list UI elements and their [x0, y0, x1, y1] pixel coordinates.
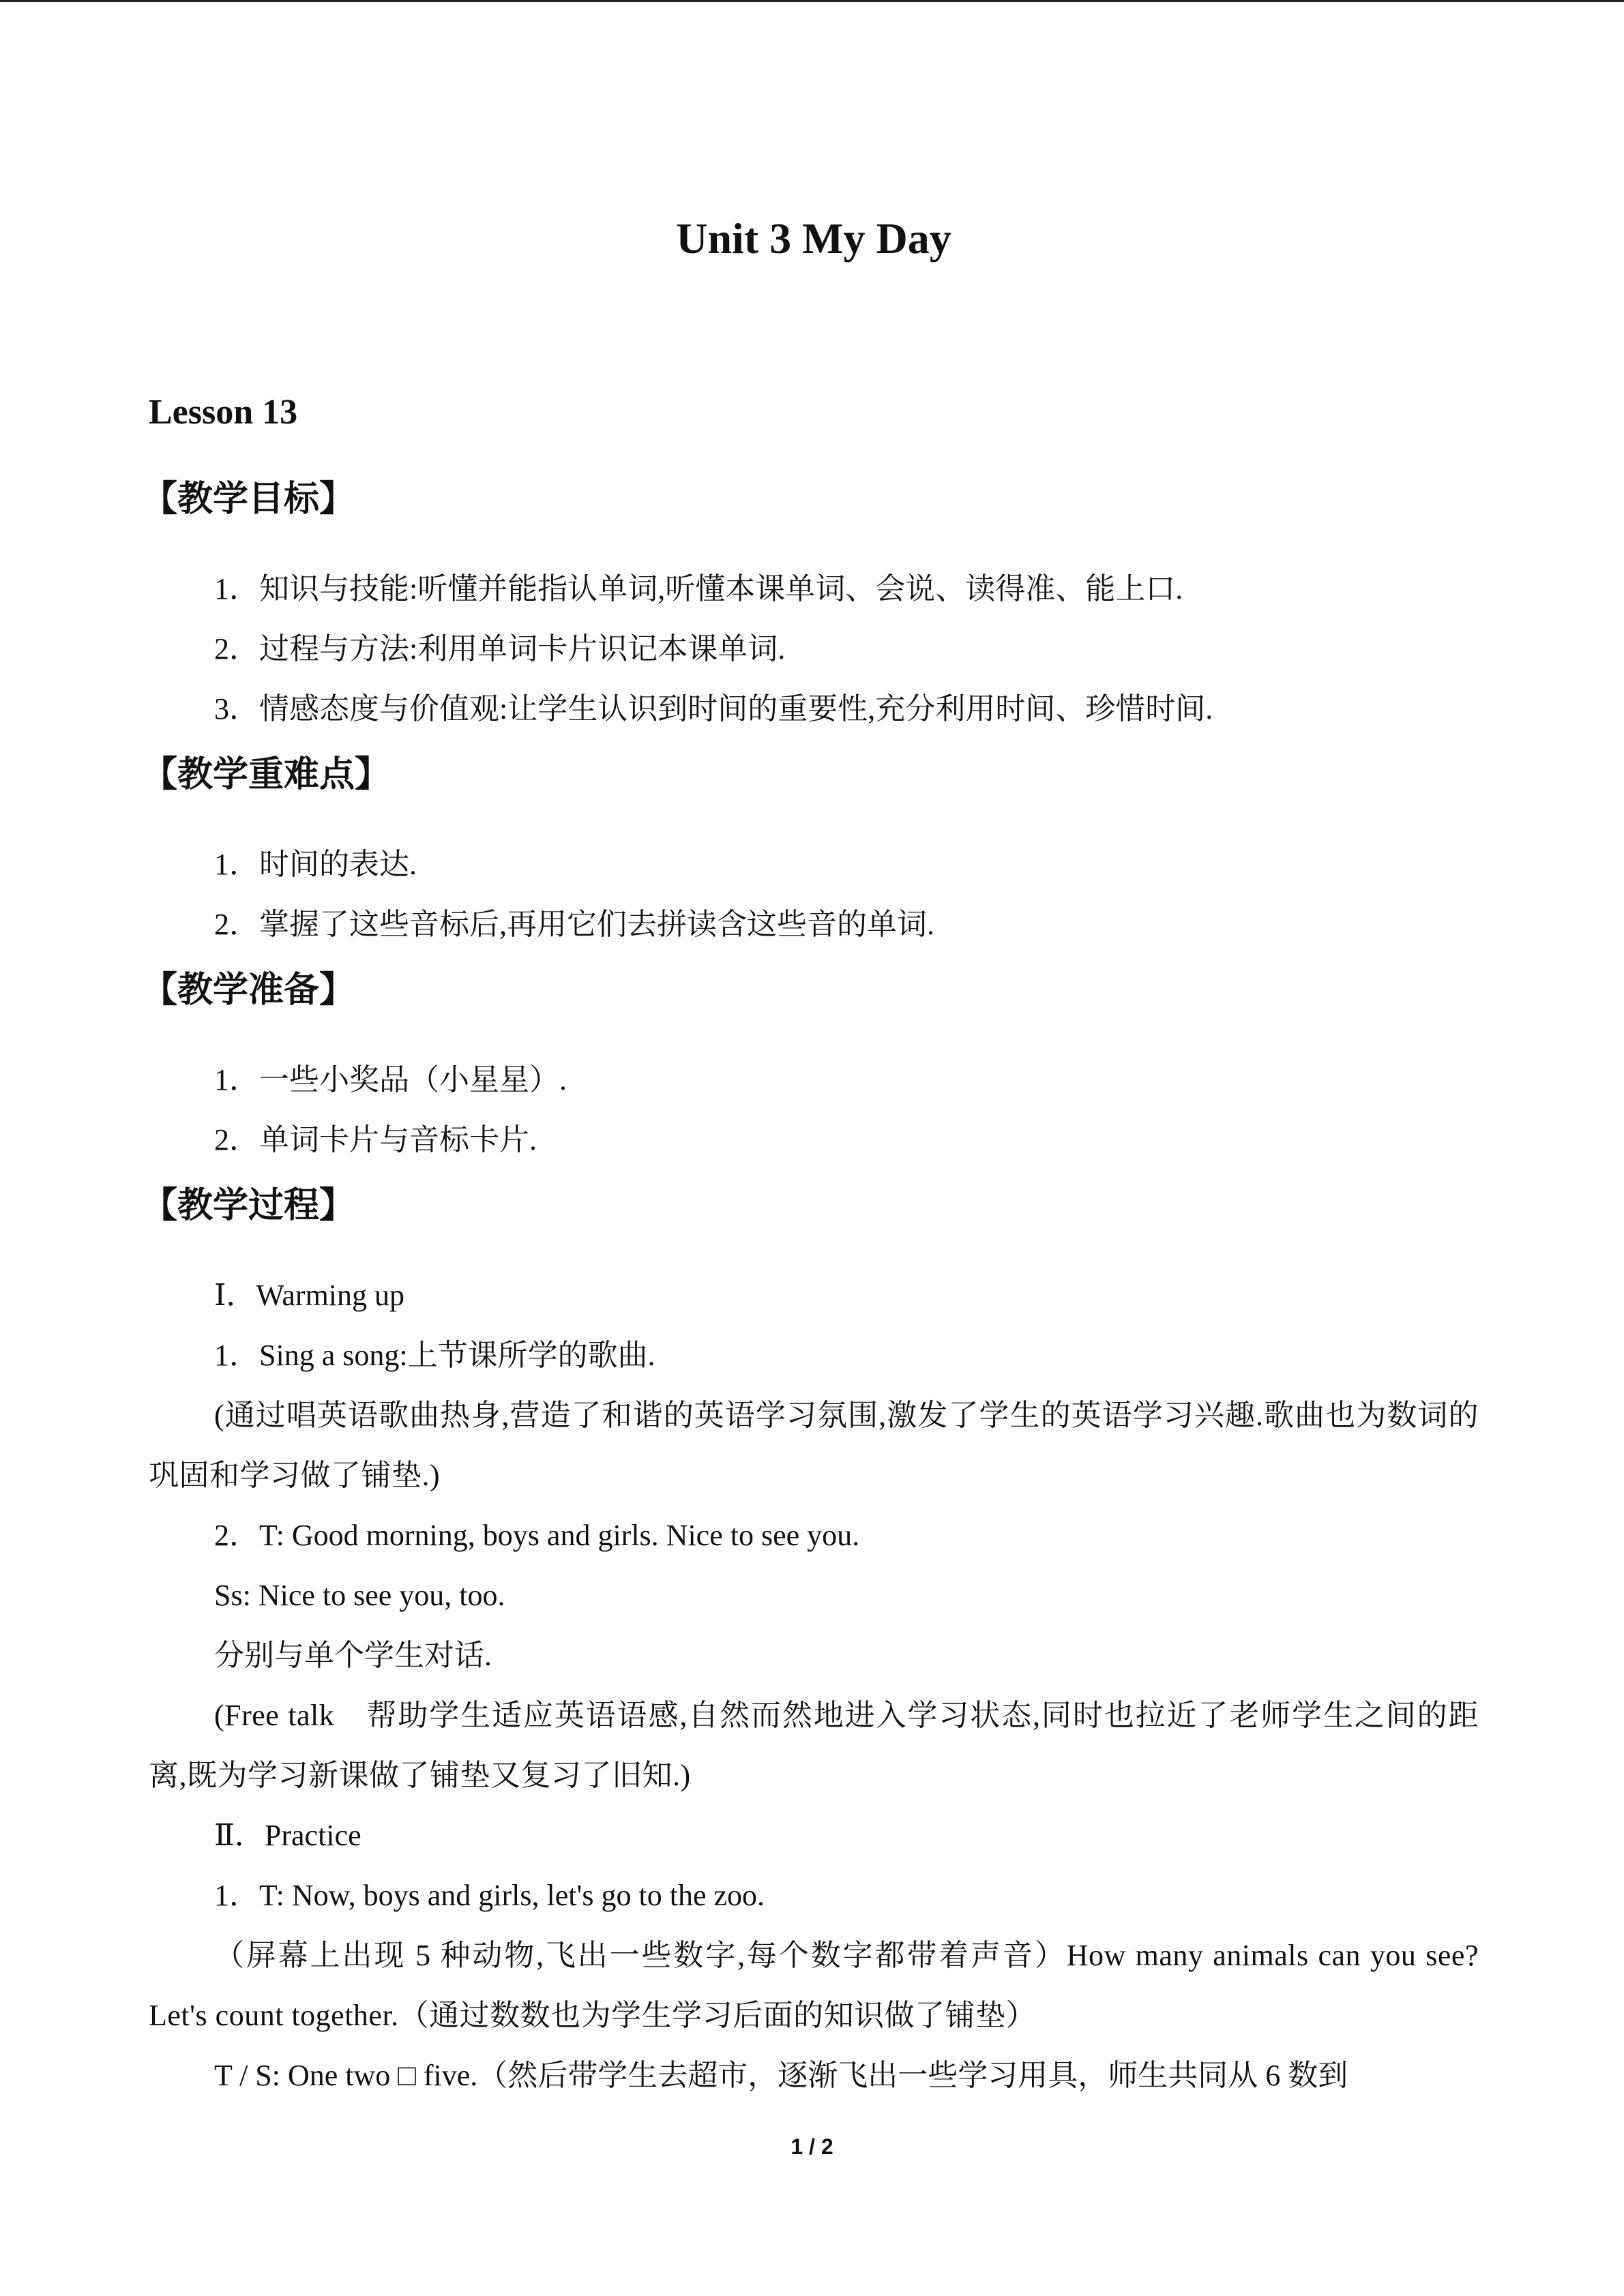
process-item: 2．T: Good morning, boys and girls. Nice to see you.	[214, 1519, 860, 1552]
lesson-heading: Lesson 13	[149, 393, 298, 432]
preparation-list	[149, 1020, 1479, 1176]
section-heading-key-points: 【教学重难点】	[142, 754, 391, 795]
objectives-list	[149, 529, 1479, 745]
key-points-list	[149, 805, 1479, 960]
page-number: 1 / 2	[791, 2134, 833, 2159]
dialogue-line: Ss: Nice to see you, too.	[214, 1579, 505, 1612]
document-title: Unit 3 My Day	[676, 214, 951, 263]
list-item: 2．单词卡片与音标卡片.	[214, 1123, 537, 1157]
section-heading-preparation: 【教学准备】	[142, 970, 355, 1011]
list-item: 1．一些小奖品（小星星）.	[214, 1063, 567, 1097]
process-note: （屏幕上出现 5 种动物,飞出一些数字,每个数字都带着声音）How many animals can you see? Let's count together.（通过数数也为学生学习后面的知识做了铺垫）	[149, 1939, 1479, 2032]
top-border-rule	[0, 0, 1624, 2]
list-item: 1．时间的表达.	[214, 848, 417, 881]
process-note: (通过唱英语歌曲热身,营造了和谐的英语学习氛围,激发了学生的英语学习兴趣.歌曲也为数词的巩固和学习做了铺垫.)	[149, 1399, 1479, 1492]
step-title-warming-up: Ⅰ．Warming up	[214, 1279, 405, 1312]
process-item: 1．Sing a song:上节课所学的歌曲.	[214, 1339, 655, 1372]
list-item: 3．情感态度与价值观:让学生认识到时间的重要性,充分利用时间、珍惜时间.	[214, 692, 1213, 726]
process-item: T / S: One two □ five.（然后带学生去超市，逐渐飞出一些学习用具，师生共同从 6 数到	[214, 2059, 1348, 2092]
process-item: 分别与单个学生对话.	[214, 1639, 492, 1672]
document-body	[142, 469, 1479, 2106]
process-body	[149, 1236, 1479, 2106]
section-heading-objectives: 【教学目标】	[142, 479, 355, 520]
list-item: 2．掌握了这些音标后,再用它们去拼读含这些音的单词.	[214, 908, 934, 941]
list-item: 2．过程与方法:利用单词卡片识记本课单词.	[214, 632, 786, 666]
section-heading-process: 【教学过程】	[142, 1185, 355, 1226]
process-item: 1．T: Now, boys and girls, let's go to the zoo.	[214, 1879, 765, 1912]
step-title-practice: Ⅱ．Practice	[214, 1819, 361, 1852]
list-item: 1．知识与技能:听懂并能指认单词,听懂本课单词、会说、读得准、能上口.	[214, 572, 1183, 606]
process-note: (Free talk 帮助学生适应英语语感,自然而然地进入学习状态,同时也拉近了老师学生之间的距离,既为学习新课做了铺垫又复习了旧知.)	[149, 1699, 1479, 1792]
